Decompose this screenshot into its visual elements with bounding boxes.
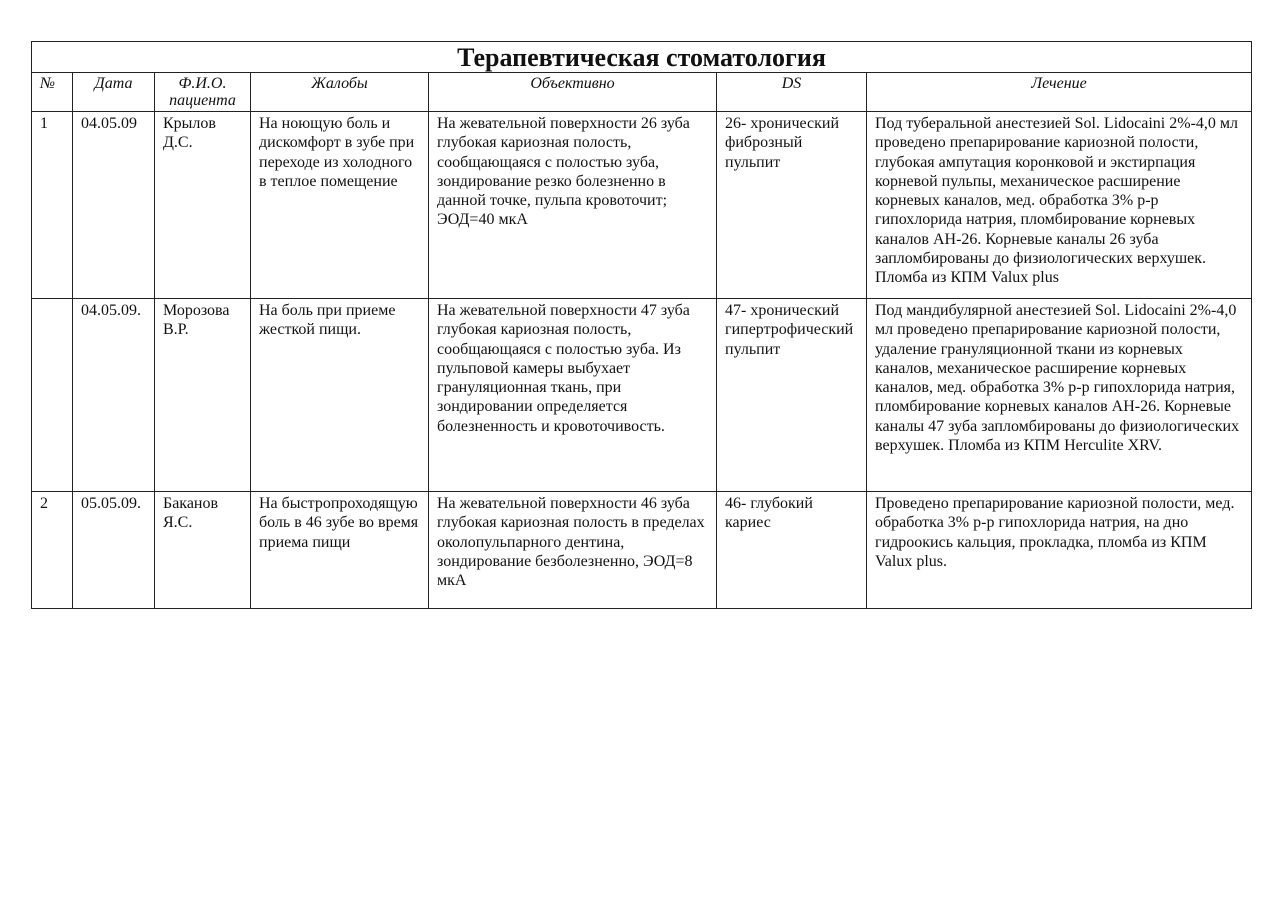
cell-num xyxy=(32,299,73,492)
cell-treatment: Под мандибулярной анестезией Sol. Lidocaini 2%-4,0 мл проведено препарирование кариозной полости, удаление грануляционной ткани из корневых каналов, механическое расширение корневых каналов, мед. обработка 3% р-р гипохлорида натрия, пломбирование корневых каналов АН-26. Корневые каналы 47 зуба запломбированы до физиологических верхушек. Пломба из КПМ Herculite XRV. xyxy=(867,299,1252,492)
header-objective: Объективно xyxy=(429,73,717,112)
cell-complaints: На быстропроходящую боль в 46 зубе во время приема пищи xyxy=(251,492,429,609)
cell-objective: На жевательной поверхности 26 зуба глубокая кариозная полость, сообщающаяся с полостью зуба, зондирование резко болезненно в данной точке, пульпа кровоточит; ЭОД=40 мкА xyxy=(429,112,717,299)
header-num: № xyxy=(32,73,73,112)
cell-fio: Крылов Д.С. xyxy=(155,112,251,299)
cell-objective: На жевательной поверхности 46 зуба глубокая кариозная полость в пределах околопульпарного дентина, зондирование безболезненно, ЭОД=8 мкА xyxy=(429,492,717,609)
cell-complaints: На ноющую боль и дискомфорт в зубе при переходе из холодного в теплое помещение xyxy=(251,112,429,299)
table-row xyxy=(32,112,1252,299)
cell-num: 1 xyxy=(32,112,73,299)
cell-ds: 47- хронический гипертрофический пульпит xyxy=(717,299,867,492)
header-treatment: Лечение xyxy=(867,73,1252,112)
cell-complaints: На боль при приеме жесткой пищи. xyxy=(251,299,429,492)
header-ds: DS xyxy=(717,73,867,112)
cell-fio: Баканов Я.С. xyxy=(155,492,251,609)
cell-date: 05.05.09. xyxy=(73,492,155,609)
header-row xyxy=(32,73,1252,112)
cell-fio: Морозова В.Р. xyxy=(155,299,251,492)
table-title: Терапевтическая стоматология xyxy=(32,42,1252,73)
header-complaints: Жалобы xyxy=(251,73,429,112)
cell-ds: 46- глубокий кариес xyxy=(717,492,867,609)
header-date: Дата xyxy=(73,73,155,112)
table-row xyxy=(32,299,1252,492)
cell-num: 2 xyxy=(32,492,73,609)
document-sheet xyxy=(31,41,1251,609)
cell-treatment: Под туберальной анестезией Sol. Lidocaini 2%-4,0 мл проведено препарирование кариозной полости, глубокая ампутация коронковой и экстирпация корневой пульпы, механическое расширение корневых каналов, мед. обработка 3% р-р гипохлорида натрия, пломбирование корневых каналов АН-26. Корневые каналы 26 зуба запломбированы до физиологических верхушек. Пломба из КПМ Valux plus xyxy=(867,112,1252,299)
cell-ds: 26- хронический фиброзный пульпит xyxy=(717,112,867,299)
cell-objective: На жевательной поверхности 47 зуба глубокая кариозная полость, сообщающаяся с полостью зуба. Из пульповой камеры выбухает грануляционная ткань, при зондировании определяется болезненность и кровоточивость. xyxy=(429,299,717,492)
treatment-table xyxy=(31,41,1252,609)
table-row xyxy=(32,492,1252,609)
cell-date: 04.05.09 xyxy=(73,112,155,299)
cell-date: 04.05.09. xyxy=(73,299,155,492)
cell-treatment: Проведено препарирование кариозной полости, мед. обработка 3% р-р гипохлорида натрия, на дно гидроокись кальция, прокладка, пломба из КПМ Valux plus. xyxy=(867,492,1252,609)
header-fio: Ф.И.О. пациента xyxy=(155,73,251,112)
